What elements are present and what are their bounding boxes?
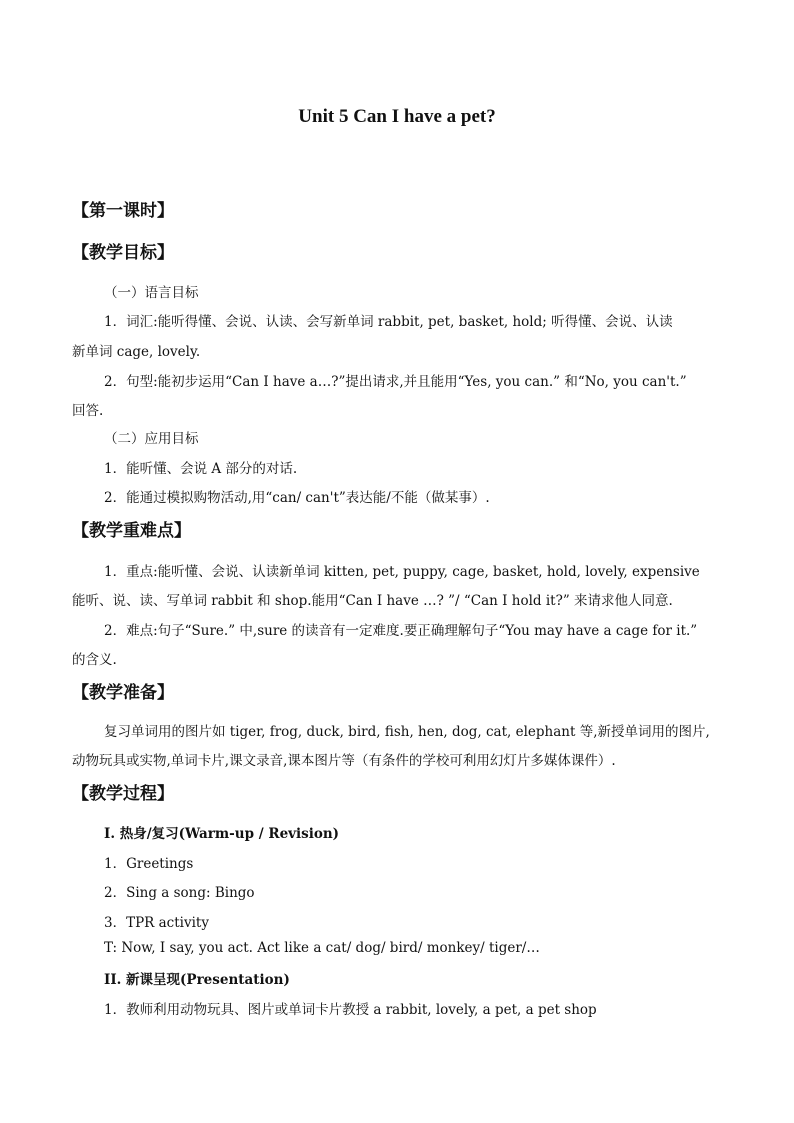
- process-item: T: Now, I say, you act. Act like a cat/ dog/ bird/ monkey/ tiger/…: [104, 940, 540, 956]
- process-section-presentation: II. 新课呈现(Presentation): [104, 972, 290, 988]
- keypoints-line: 能听、说、读、写单词 rabbit 和 shop.能用“Can I have …? ”/ “Can I hold it?” 来请求他人同意.: [72, 593, 673, 609]
- preparation-heading: 【教学准备】: [72, 683, 174, 703]
- lesson-heading: 【第一课时】: [72, 201, 174, 221]
- process-item: 3．TPR activity: [104, 915, 209, 931]
- keypoints-line: 2．难点:句子“Sure.” 中,sure 的读音有一定难度.要正确理解句子“You may have a cage for it.”: [104, 623, 698, 639]
- objectives-sub-language: （一）语言目标: [104, 285, 199, 301]
- process-heading: 【教学过程】: [72, 784, 174, 804]
- process-item: 1．教师利用动物玩具、图片或单词卡片教授 a rabbit, lovely, a pet, a pet shop: [104, 1002, 597, 1018]
- process-section-warmup: I. 热身/复习(Warm-up / Revision): [104, 826, 340, 842]
- objectives-line: 新单词 cage, lovely.: [72, 344, 201, 360]
- objectives-line: 2．句型:能初步运用“Can I have a…?”提出请求,并且能用“Yes, you can.” 和“No, you can't.”: [104, 374, 687, 390]
- process-item: 2．Sing a song: Bingo: [104, 885, 255, 901]
- keypoints-heading: 【教学重难点】: [72, 521, 191, 541]
- page-title: Unit 5 Can I have a pet?: [298, 106, 496, 127]
- objectives-heading: 【教学目标】: [72, 243, 174, 263]
- objectives-line: 1．能听懂、会说 A 部分的对话.: [104, 461, 298, 477]
- objectives-line: 2．能通过模拟购物活动,用“can/ can't”表达能/不能（做某事）.: [104, 490, 490, 506]
- process-item: 1．Greetings: [104, 856, 194, 872]
- keypoints-line: 的含义.: [72, 652, 117, 668]
- objectives-line: 回答.: [72, 403, 104, 419]
- objectives-sub-application: （二）应用目标: [104, 431, 199, 447]
- preparation-line: 复习单词用的图片如 tiger, frog, duck, bird, fish, hen, dog, cat, elephant 等,新授单词用的图片,: [104, 724, 710, 740]
- objectives-line: 1．词汇:能听得懂、会说、认读、会写新单词 rabbit, pet, basket, hold; 听得懂、会说、认读: [104, 314, 673, 330]
- preparation-line: 动物玩具或实物,单词卡片,课文录音,课本图片等（有条件的学校可利用幻灯片多媒体课件）.: [72, 753, 616, 769]
- keypoints-line: 1．重点:能听懂、会说、认读新单词 kitten, pet, puppy, cage, basket, hold, lovely, expensive: [104, 564, 700, 580]
